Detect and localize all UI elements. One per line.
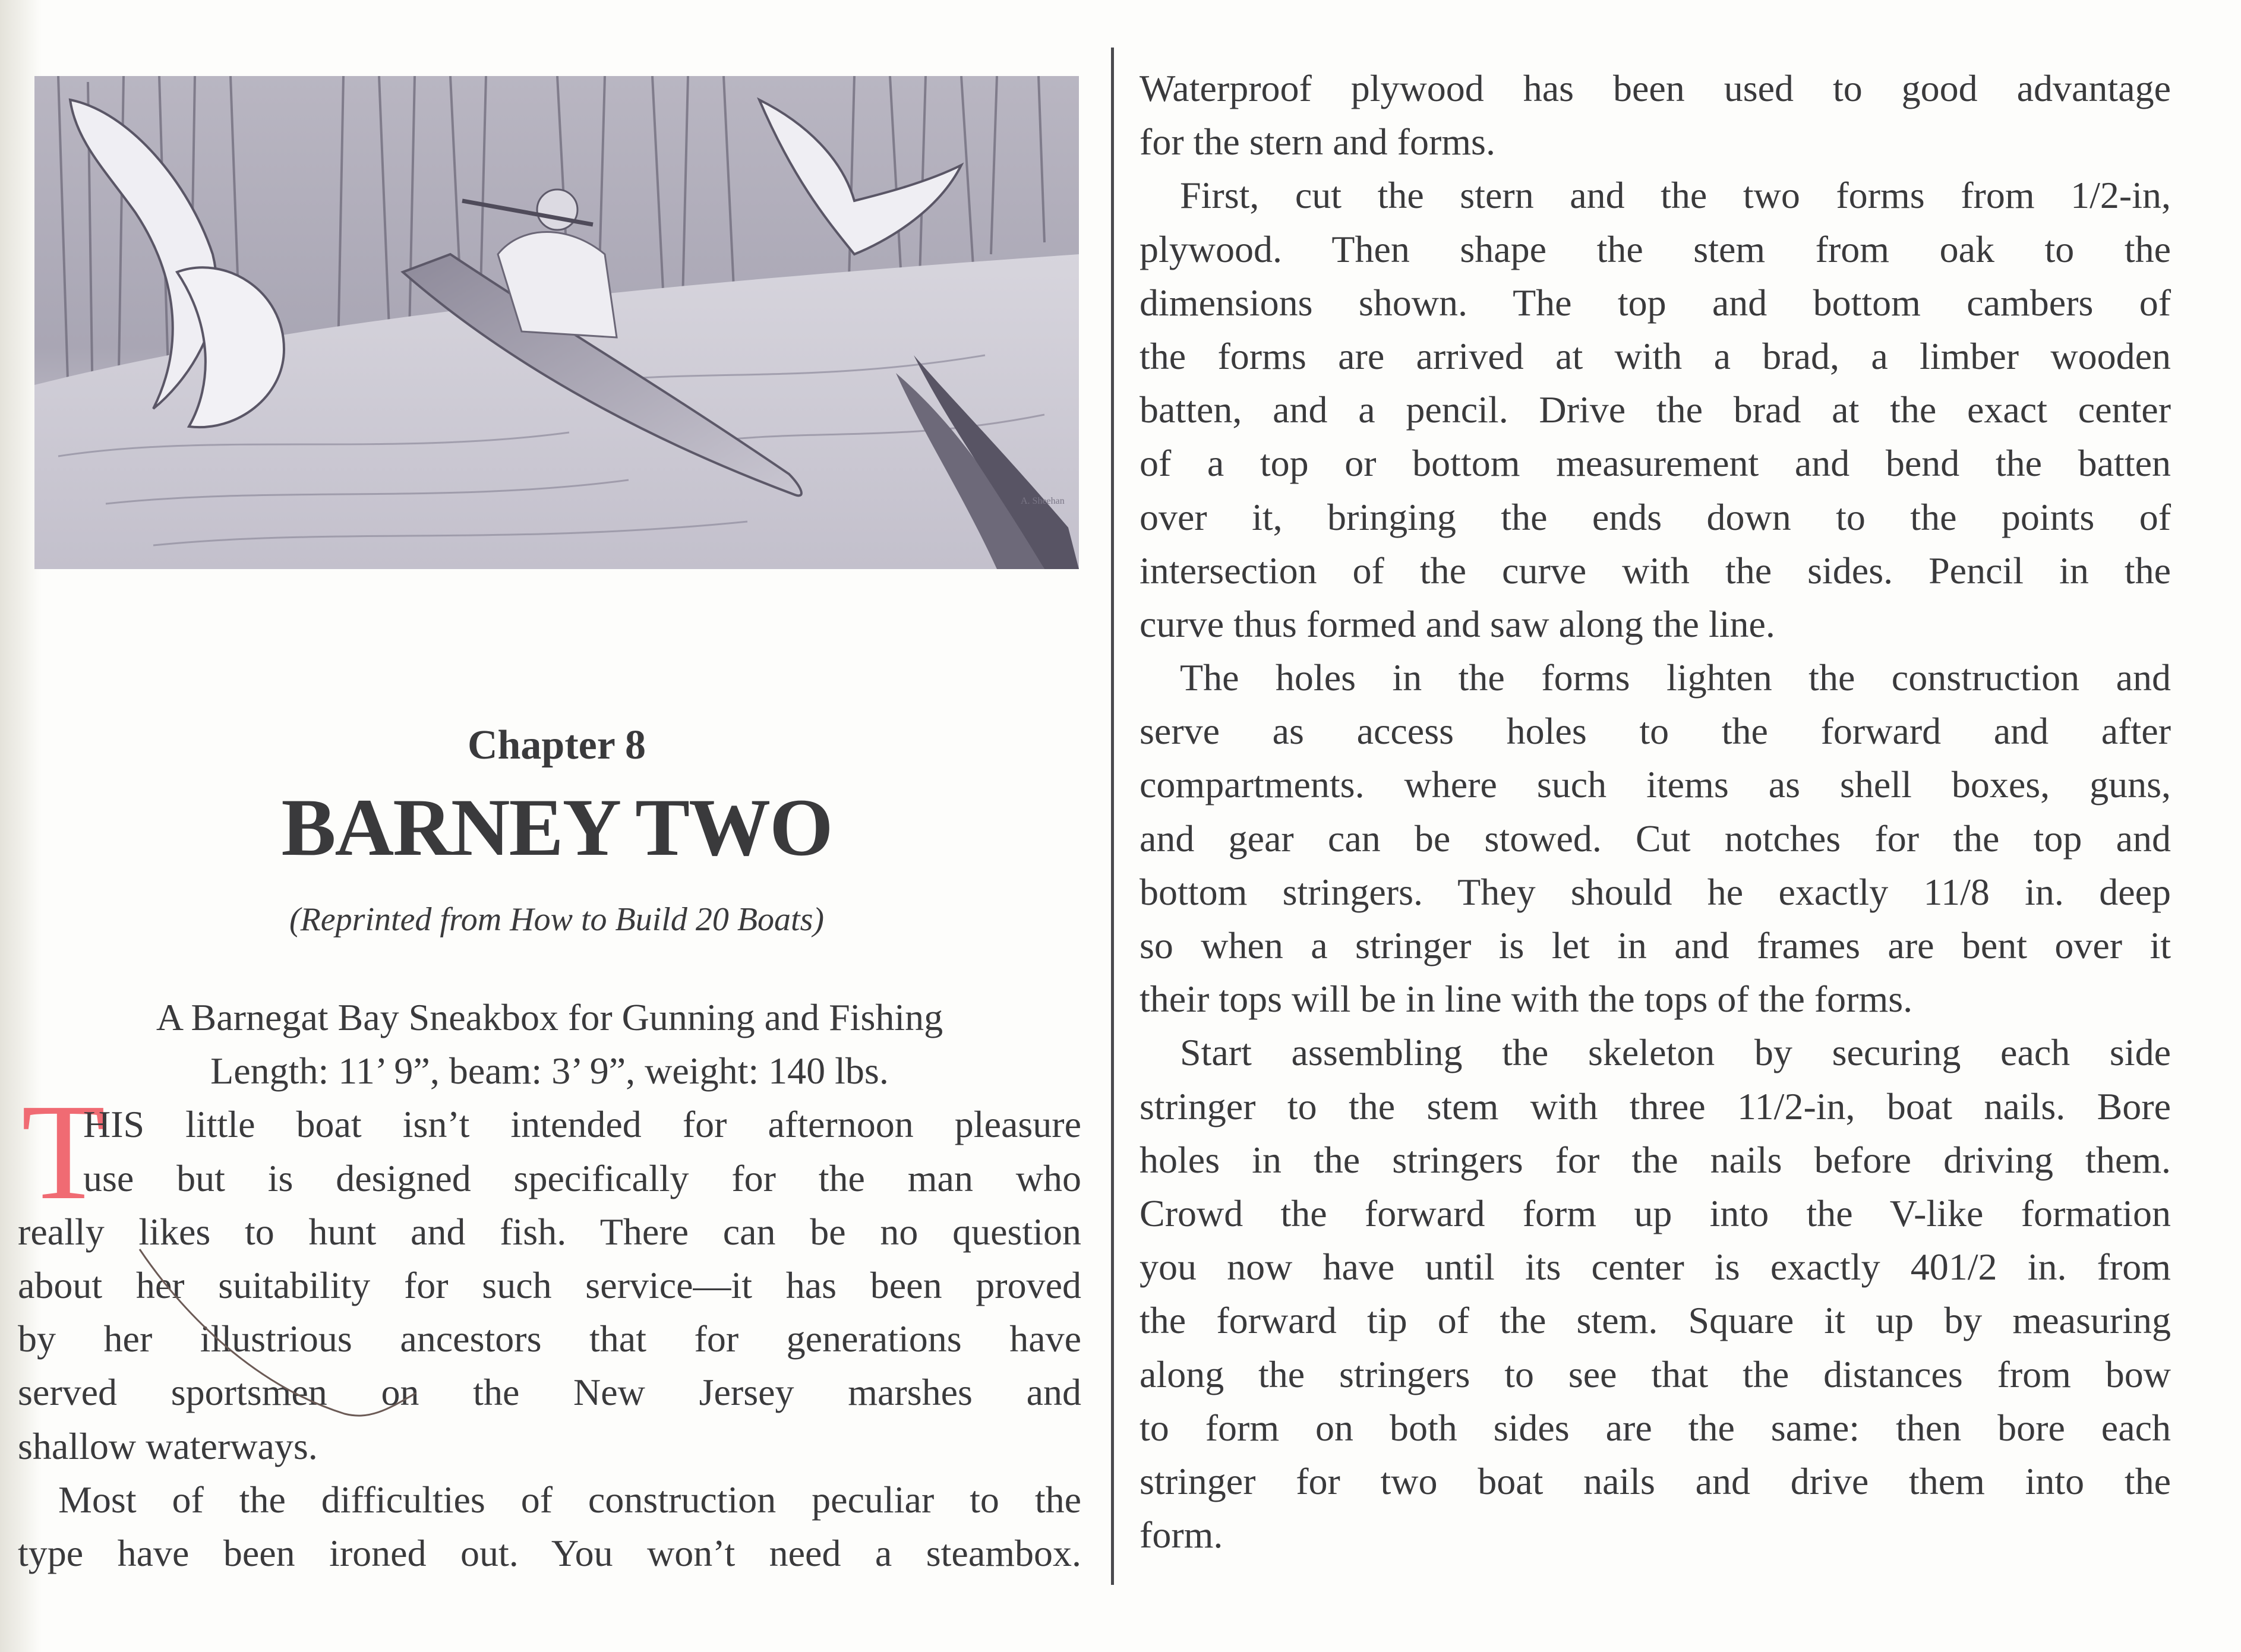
hunter-head (537, 189, 577, 230)
body-line: along the stringers to see that the distances from bow (1140, 1353, 2171, 1395)
body-line: form. (1140, 1514, 1223, 1556)
body-line: shallow waterways. (18, 1424, 318, 1467)
body-line: and gear can be stowed. Cut notches for the top and (1140, 817, 2171, 860)
body-line: Crowd the forward form up into the V-like formation (1140, 1192, 2171, 1234)
body-line: stringer for two boat nails and drive them into the (1140, 1460, 2171, 1502)
drop-cap: T (21, 1076, 106, 1228)
artist-signature: A. Sheehan (1021, 496, 1065, 506)
body-line: Most of the difficulties of construction peculiar to the (58, 1478, 1081, 1521)
body-line: really likes to hunt and fish. There can be no question (18, 1210, 1081, 1253)
boat-description-line: A Barnegat Bay Sneakbox for Gunning and Fishing (156, 996, 943, 1038)
body-line: about her suitability for such service—it has been proved (18, 1264, 1081, 1306)
body-line: curve thus formed and saw along the line. (1140, 602, 1775, 645)
body-line: of a top or bottom measurement and bend the batten (1140, 442, 2171, 485)
body-line: plywood. Then shape the stem from oak to the (1140, 228, 2171, 270)
body-line: First, cut the stern and the two forms from 1/2-in, (1180, 174, 2171, 217)
body-line: stringer to the stem with three 11/2-in, boat nails. Bore (1140, 1085, 2171, 1127)
left-column (18, 991, 1081, 1580)
body-line: dimensions shown. The top and bottom cambers of (1140, 281, 2171, 324)
body-line: compartments. where such items as shell boxes, guns, (1140, 763, 2171, 806)
body-line: serve as access holes to the forward and after (1140, 710, 2171, 753)
duck-hunting-illustration (34, 76, 1079, 569)
chapter-title: BARNEY TWO (281, 782, 832, 873)
body-line: over it, bringing the ends down to the points of (1140, 495, 2171, 538)
body-line: for the stern and forms. (1140, 121, 1495, 163)
body-line: HIS little boat isn’t intended for afternoon pleasure (83, 1103, 1081, 1146)
body-line: type have been ironed out. You won’t need a steambox. (18, 1531, 1081, 1574)
body-line: intersection of the curve with the sides. Pencil in the (1140, 549, 2171, 592)
body-line: holes in the stringers for the nails before driving them. (1140, 1138, 2171, 1181)
body-line: Start assembling the skeleton by securing each side (1180, 1031, 2171, 1074)
body-line: by her illustrious ancestors that for generations have (18, 1318, 1081, 1360)
boat-dimensions-line: Length: 11’ 9”, beam: 3’ 9”, weight: 140 lbs. (210, 1050, 889, 1092)
body-line: use but is designed specifically for the man who (83, 1157, 1081, 1199)
body-line: bottom stringers. They should he exactly 11/8 in. deep (1140, 870, 2171, 913)
body-line: batten, and a pencil. Drive the brad at the exact center (1140, 388, 2171, 431)
chapter-subtitle: (Reprinted from How to Build 20 Boats) (289, 901, 825, 938)
right-column (1140, 62, 2171, 1562)
body-line: so when a stringer is let in and frames are bent over it (1140, 924, 2171, 966)
body-line: to form on both sides are the same: then bore each (1140, 1406, 2171, 1449)
body-line: you now have until its center is exactly 401/2 in. from (1140, 1246, 2171, 1288)
body-line: served sportsmen on the New Jersey marshes and (18, 1371, 1081, 1414)
body-line: the forms are arrived at with a brad, a limber wooden (1140, 334, 2171, 377)
chapter-label: Chapter 8 (467, 722, 646, 768)
column-divider (1111, 48, 1114, 1585)
body-line: Waterproof plywood has been used to good advantage (1140, 67, 2171, 109)
body-line: The holes in the forms lighten the construction and (1180, 656, 2171, 699)
body-line: their tops will be in line with the tops of the forms. (1140, 978, 1913, 1021)
body-line: the forward tip of the stem. Square it up by measuring (1140, 1299, 2171, 1342)
